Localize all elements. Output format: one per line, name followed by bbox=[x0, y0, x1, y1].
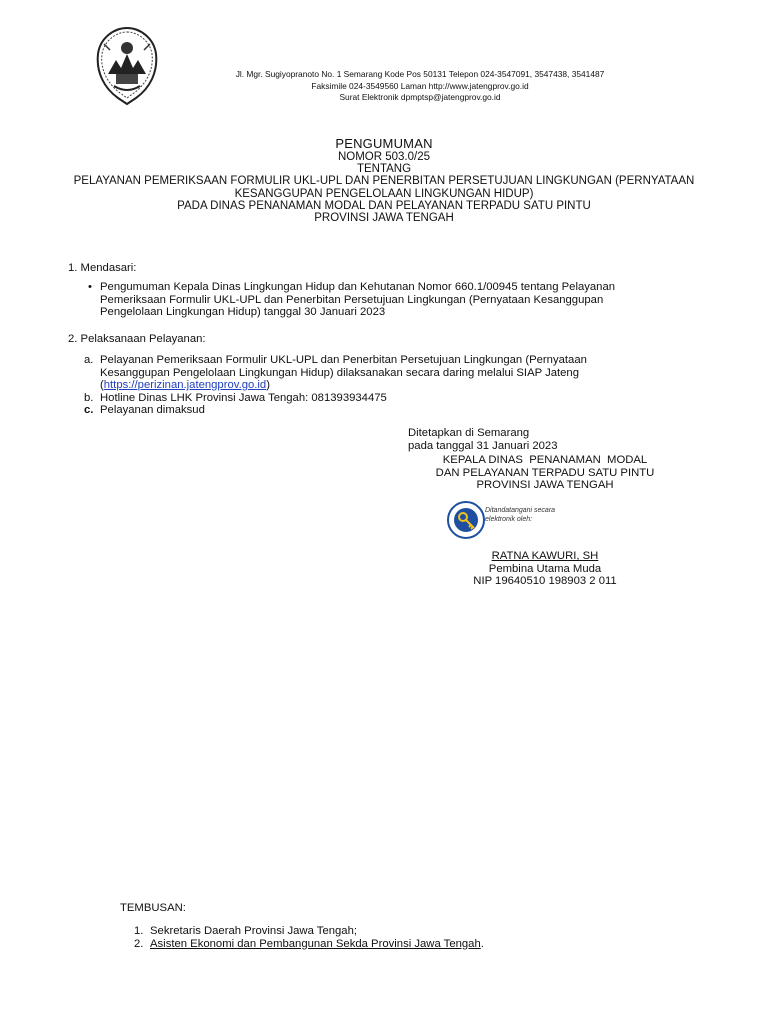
item-b-label: b. bbox=[84, 391, 94, 404]
signatory-name: RATNA KAWURI, SH bbox=[491, 550, 599, 562]
item-a-paren-close: ) bbox=[266, 379, 270, 392]
signatory-nip: NIP 19640510 198903 2 011 bbox=[473, 575, 617, 588]
list-item bbox=[134, 938, 484, 951]
item-a-label: a. bbox=[84, 354, 94, 366]
tembusan-item-1: Sekretaris Daerah Provinsi Jawa Tengah; bbox=[150, 925, 358, 937]
letterhead-email: Surat Elektronik dpmptsp@jatengprov.go.id bbox=[339, 92, 501, 102]
item-a-paren-open: ( bbox=[100, 379, 104, 392]
item-c-text: Pelayanan dimaksud bbox=[100, 404, 205, 417]
esign-caption-2: elektronik oleh: bbox=[485, 515, 533, 523]
list-item-a bbox=[84, 354, 684, 392]
section-1-line-2: Pemeriksaan Formulir UKL-UPL dan Penerbitan Persetujuan Lingkungan (Pernyataan Kesanggupan bbox=[100, 293, 604, 306]
item-a-line-1: Pelayanan Pemeriksaan Formulir UKL-UPL dan Penerbitan Persetujuan Lingkungan (Pernyataan bbox=[100, 354, 587, 366]
signature-office bbox=[380, 454, 710, 492]
tembusan-list bbox=[134, 925, 484, 950]
item-c-label: c. bbox=[84, 404, 94, 417]
title-line-4: PROVINSI JAWA TENGAH bbox=[314, 212, 454, 225]
tembusan-num-1: 1. bbox=[134, 925, 144, 937]
signature-place: Ditetapkan di Semarang bbox=[408, 427, 530, 439]
section-1-line-3: Pengelolaan Lingkungan Hidup) tanggal 30 Januari 2023 bbox=[100, 306, 386, 319]
letterhead-fax: Faksimile 024-3549560 Laman http://www.jatengprov.go.id bbox=[311, 80, 529, 91]
title-number: NOMOR 503.0/25 bbox=[337, 151, 431, 163]
list-item-b bbox=[84, 392, 684, 405]
letterhead-address: Jl. Mgr. Sugiyopranoto No. 1 Semarang Kode Pos 50131 Telepon 024-3547091, 3547438, 3541487 bbox=[235, 69, 605, 79]
section-2-list bbox=[84, 354, 684, 417]
tembusan-heading: TEMBUSAN: bbox=[120, 902, 186, 914]
signature-place-date bbox=[408, 427, 558, 452]
item-b-text: Hotline Dinas LHK Provinsi Jawa Tengah: 081393934475 bbox=[100, 391, 387, 404]
item-a-line-2: Kesanggupan Pengelolaan Lingkungan Hidup) dilaksanakan secara daring melalui SIAP Jateng bbox=[100, 366, 579, 379]
title-heading: PENGUMUMAN bbox=[335, 136, 433, 151]
signature-title-3: PROVINSI JAWA TENGAH bbox=[476, 479, 614, 492]
section-1-line-1: Pengumuman Kepala Dinas Lingkungan Hidup dan Kehutanan Nomor 660.1/00945 tentang Pelayanan bbox=[100, 281, 616, 293]
tembusan-num-2: 2. bbox=[134, 937, 144, 950]
tembusan-item-2: Asisten Ekonomi dan Pembangunan Sekda Provinsi Jawa Tengah bbox=[150, 937, 481, 950]
tembusan-item-2-end: . bbox=[480, 937, 484, 950]
list-item-c bbox=[84, 404, 684, 417]
signature-title-1: KEPALA DINAS PENANAMAN MODAL bbox=[442, 454, 648, 466]
list-item bbox=[134, 925, 484, 938]
title-line-1: PELAYANAN PEMERIKSAAN FORMULIR UKL-UPL DAN PENERBITAN PERSETUJUAN LINGKUNGAN (PERNYATAAN bbox=[73, 175, 695, 188]
title-line-2: KESANGGUPAN PENGELOLAAN LINGKUNGAN HIDUP) bbox=[234, 187, 534, 200]
item-a-line-3 bbox=[100, 379, 684, 392]
signatory bbox=[380, 550, 710, 588]
bullet-icon: • bbox=[88, 281, 92, 293]
signature-date: pada tanggal 31 Januari 2023 bbox=[408, 439, 558, 452]
announcement-title bbox=[40, 137, 728, 224]
siap-jateng-link[interactable]: https://perizinan.jatengprov.go.id bbox=[103, 379, 267, 392]
signature-title-2: DAN PELAYANAN TERPADU SATU PINTU bbox=[435, 466, 655, 479]
title-about: TENTANG bbox=[356, 163, 412, 176]
signatory-rank: Pembina Utama Muda bbox=[488, 562, 602, 575]
section-1-heading: 1. Mendasari: bbox=[68, 262, 137, 274]
esign-caption bbox=[485, 507, 555, 524]
provincial-emblem-icon bbox=[94, 24, 160, 108]
title-line-3: PADA DINAS PENANAMAN MODAL DAN PELAYANAN TERPADU SATU PINTU bbox=[177, 199, 591, 212]
letterhead-contact bbox=[160, 69, 680, 104]
esign-caption-1: Ditandatangani secara bbox=[485, 507, 556, 514]
section-2-heading: 2. Pelaksanaan Pelayanan: bbox=[68, 333, 206, 345]
